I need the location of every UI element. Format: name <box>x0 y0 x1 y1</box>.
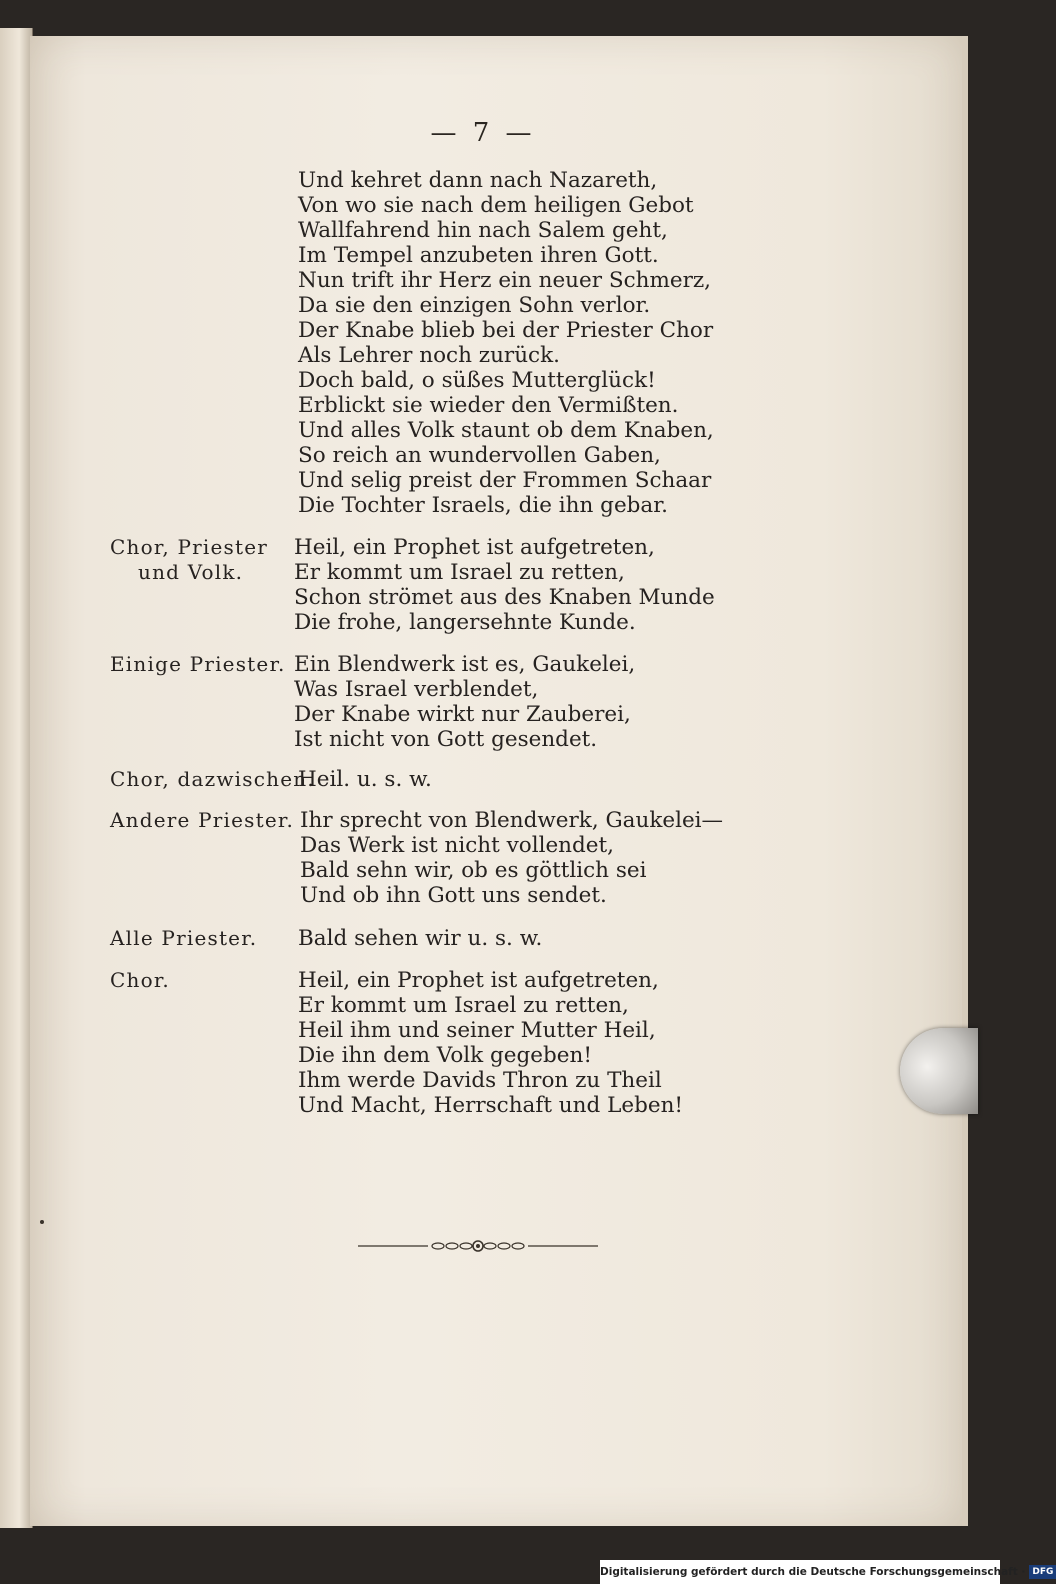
speaker-line: Einige Priester. <box>110 652 286 676</box>
narration-line: Und kehret dann nach Nazareth, <box>298 168 658 193</box>
verse-line: Heil, ein Prophet ist aufgetreten, <box>294 535 655 560</box>
page-tab-marker <box>900 1028 978 1114</box>
narration-line: Der Knabe blieb bei der Priester Chor <box>298 318 714 343</box>
speaker-label <box>110 968 170 993</box>
verse-line: Bald sehen wir u. s. w. <box>298 926 543 951</box>
narration-line: Von wo sie nach dem heiligen Gebot <box>298 193 694 218</box>
speaker-line: Alle Priester. <box>110 926 258 950</box>
speaker-line: Andere Priester. <box>110 808 295 832</box>
verse-line: Das Werk ist nicht vollendet, <box>300 833 614 858</box>
verse-line: Und ob ihn Gott uns sendet. <box>300 883 607 908</box>
verse-block <box>298 968 683 1118</box>
dfg-logo-icon: DFG <box>1029 1565 1056 1579</box>
digitization-footer <box>600 1560 1054 1584</box>
verse-line: Bald sehn wir, ob es göttlich sei <box>300 858 647 883</box>
narration-line: Nun trift ihr Herz ein neuer Schmerz, <box>298 268 712 293</box>
page-number: — 7 — <box>430 118 536 148</box>
verse-line: Heil, ein Prophet ist aufgetreten, <box>298 968 659 993</box>
narration-line: Die Tochter Israels, die ihn gebar. <box>298 493 668 518</box>
narration-line: Wallfahrend hin nach Salem geht, <box>298 218 668 243</box>
narration-line: Als Lehrer noch zurück. <box>298 343 560 368</box>
verse-line: Ein Blendwerk ist es, Gaukelei, <box>294 652 636 677</box>
verse-line: Heil. u. s. w. <box>298 767 432 792</box>
speaker-label <box>110 535 268 585</box>
verse-block <box>298 926 542 951</box>
verse-line: Ihr sprecht von Blendwerk, Gaukelei— <box>300 808 724 833</box>
previous-page-edge <box>0 28 33 1528</box>
verse-line: Er kommt um Israel zu retten, <box>294 560 625 585</box>
verse-block <box>298 767 432 792</box>
narration-line: Und selig preist der Frommen Schaar <box>298 468 712 493</box>
narration-block <box>298 168 714 518</box>
verse-block <box>300 808 723 908</box>
verse-block <box>294 652 635 752</box>
verse-line: Ist nicht von Gott gesendet. <box>294 727 598 752</box>
verse-line: Die ihn dem Volk gegeben! <box>298 1043 592 1068</box>
speaker-label <box>110 767 315 792</box>
verse-line: Schon strömet aus des Knaben Munde <box>294 585 715 610</box>
speaker-line: und Volk. <box>138 560 244 584</box>
verse-line: Was Israel verblendet, <box>294 677 539 702</box>
verse-line: Er kommt um Israel zu retten, <box>298 993 629 1018</box>
speaker-line: Chor, dazwischen. <box>110 767 315 791</box>
verse-line: Heil ihm und seiner Mutter Heil, <box>298 1018 656 1043</box>
ornament-divider-icon <box>358 1236 598 1256</box>
speaker-label <box>110 808 294 833</box>
narration-line: Und alles Volk staunt ob dem Knaben, <box>298 418 714 443</box>
speaker-label <box>110 652 286 677</box>
verse-line: Der Knabe wirkt nur Zauberei, <box>294 702 631 727</box>
footer-text: Digitalisierung gefördert durch die Deutsche Forschungsgemeinschaft · <box>600 1566 1026 1578</box>
speaker-label <box>110 926 257 951</box>
verse-line: Ihm werde Davids Thron zu Theil <box>298 1068 662 1093</box>
narration-line: Im Tempel anzubeten ihren Gott. <box>298 243 659 268</box>
narration-line: So reich an wundervollen Gaben, <box>298 443 661 468</box>
speaker-line: Chor, Priester <box>110 535 269 559</box>
verse-block <box>294 535 715 635</box>
verse-line: Die frohe, langersehnte Kunde. <box>294 610 636 635</box>
narration-line: Doch bald, o süßes Mutterglück! <box>298 368 656 393</box>
narration-line: Da sie den einzigen Sohn verlor. <box>298 293 651 318</box>
ink-speck <box>40 1220 44 1224</box>
narration-line: Erblickt sie wieder den Vermißten. <box>298 393 679 418</box>
speaker-line: Chor. <box>110 968 170 992</box>
verse-line: Und Macht, Herrschaft und Leben! <box>298 1093 684 1118</box>
